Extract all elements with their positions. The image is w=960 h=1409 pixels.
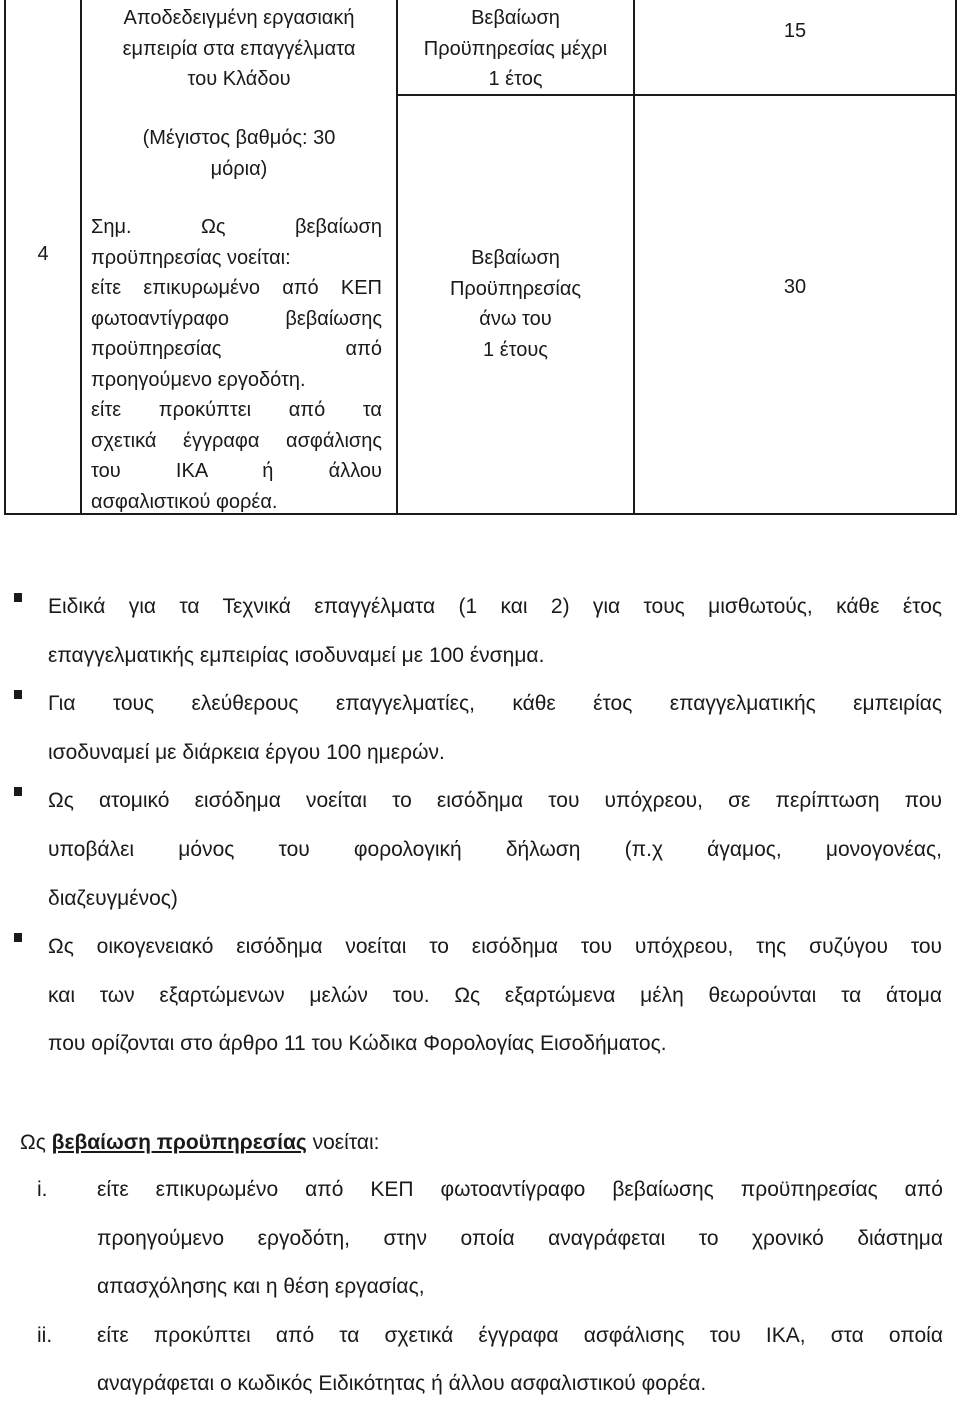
criterion-line: του Κλάδου — [187, 68, 291, 90]
max-score-line: (Μέγιστος βαθμός: 30 — [142, 127, 336, 149]
certificate-definition-heading — [20, 1119, 379, 1167]
bullet-line: Ως οικογενειακό εισόδημα νοείται το εισόδημα του υπόχρεου, της συζύγου του — [48, 935, 942, 959]
bullet-item — [48, 777, 942, 923]
max-score-line: μόρια) — [210, 157, 268, 180]
bullet-line: Ειδικά για τα Τεχνικά επαγγέλματα (1 και 2) για τους μισθωτούς, κάθε έτος — [48, 595, 942, 618]
note-line: προηγούμενο εργοδότη. — [91, 368, 306, 391]
bullet-line: επαγγελματικής εμπειρίας ισοδυναμεί με 100 ένσημα. — [48, 643, 545, 667]
certificate-line: Βεβαίωση — [471, 247, 560, 269]
heading-underlined-term: βεβαίωση προϋπηρεσίας — [51, 1131, 307, 1154]
note-line — [91, 212, 382, 243]
notes-bullet-list — [48, 583, 942, 1069]
square-bullet-icon — [14, 690, 22, 699]
note-line: φωτοαντίγραφο βεβαίωσης — [91, 307, 382, 330]
note-line: του ΙΚΑ ή άλλου — [91, 460, 382, 482]
bullet-line: και των εξαρτώμενων μελών του. Ως εξαρτώμενα μέλη θεωρούνται τα άτομα — [48, 983, 942, 1007]
row-number: 4 — [37, 243, 49, 265]
bullet-item — [48, 923, 942, 1069]
bullet-line: υποβάλει μόνος του φορολογική δήλωση (π.χ άγαμος, μονογονέας, — [48, 837, 942, 861]
note-line: είτε προκύπτει από τα — [91, 399, 382, 421]
certificate-definition-list — [37, 1166, 943, 1409]
points-15: 15 — [783, 20, 807, 42]
list-item — [37, 1312, 943, 1409]
table-border-right — [955, 0, 957, 515]
certificate-line: Βεβαίωση — [471, 7, 560, 29]
list-item — [37, 1166, 943, 1312]
criterion-line: Αποδεδειγμένη εργασιακή — [123, 7, 355, 29]
max-score-cell — [82, 123, 396, 184]
bullet-item — [48, 680, 942, 777]
certificate-cell-upto-1-year — [398, 3, 633, 95]
note-line: σχετικά έγγραφα ασφάλισης — [91, 429, 382, 452]
criterion-line: εμπειρία στα επαγγέλματα — [122, 37, 356, 60]
certificate-line: Προϋπηρεσίας — [449, 277, 582, 300]
note-cell — [91, 212, 382, 517]
points-30: 30 — [783, 276, 807, 298]
list-item-line: απασχόλησης και η θέση εργασίας, — [97, 1275, 425, 1299]
note-line: προϋπηρεσίας νοείται: — [91, 246, 291, 269]
bullet-line: Για τους ελεύθερους επαγγελματίες, κάθε έτος επαγγελματικής εμπειρίας — [48, 692, 942, 716]
note-line: ασφαλιστικού φορέα. — [91, 490, 278, 513]
note-word: προϋπηρεσίας — [91, 338, 222, 360]
note-word: βεβαίωση — [294, 216, 382, 238]
list-item-line: είτε προκύπτει από τα σχετικά έγγραφα ασφάλισης του ΙΚΑ, στα οποία — [97, 1323, 943, 1347]
square-bullet-icon — [14, 787, 22, 796]
note-line: είτε επικυρωμένο από ΚΕΠ — [91, 277, 382, 299]
heading-suffix: νοείται: — [306, 1131, 380, 1154]
bullet-line: ισοδυναμεί με διάρκεια έργου 100 ημερών. — [48, 740, 445, 764]
bullet-line: διαζευγμένος) — [48, 886, 178, 910]
bullet-item — [48, 583, 942, 680]
bullet-line: Ως ατομικό εισόδημα νοείται το εισόδημα του υπόχρεου, σε περίπτωση που — [48, 789, 942, 813]
table-border-col3 — [633, 0, 635, 515]
note-word: Σημ. — [91, 216, 132, 238]
list-item-line: προηγούμενο εργοδότη, στην οποία αναγράφεται το χρονικό διάστημα — [97, 1226, 943, 1250]
heading-prefix: Ως — [20, 1131, 52, 1154]
certificate-line: 1 έτους — [483, 338, 548, 361]
bullet-line: που ορίζονται στο άρθρο 11 του Κώδικα Φορολογίας Εισοδήματος. — [48, 1032, 667, 1056]
note-word: Ως — [200, 216, 226, 238]
note-word: από — [345, 338, 382, 360]
certificate-line: 1 έτος — [488, 68, 543, 90]
note-line — [91, 334, 382, 365]
certificate-line: άνω του — [479, 308, 552, 330]
list-item-label: i. — [37, 1178, 48, 1201]
square-bullet-icon — [14, 593, 22, 602]
list-item-line: αναγράφεται ο κωδικός Ειδικότητας ή άλλου ασφαλιστικού φορέα. — [97, 1372, 707, 1396]
certificate-cell-over-1-year — [398, 243, 633, 365]
criterion-cell — [82, 3, 396, 95]
list-item-label: ii. — [37, 1323, 53, 1347]
square-bullet-icon — [14, 933, 22, 942]
certificate-line: Προϋπηρεσίας μέχρι — [423, 37, 608, 60]
list-item-line: είτε επικυρωμένο από ΚΕΠ φωτοαντίγραφο βεβαίωσης προϋπηρεσίας από — [97, 1178, 943, 1201]
